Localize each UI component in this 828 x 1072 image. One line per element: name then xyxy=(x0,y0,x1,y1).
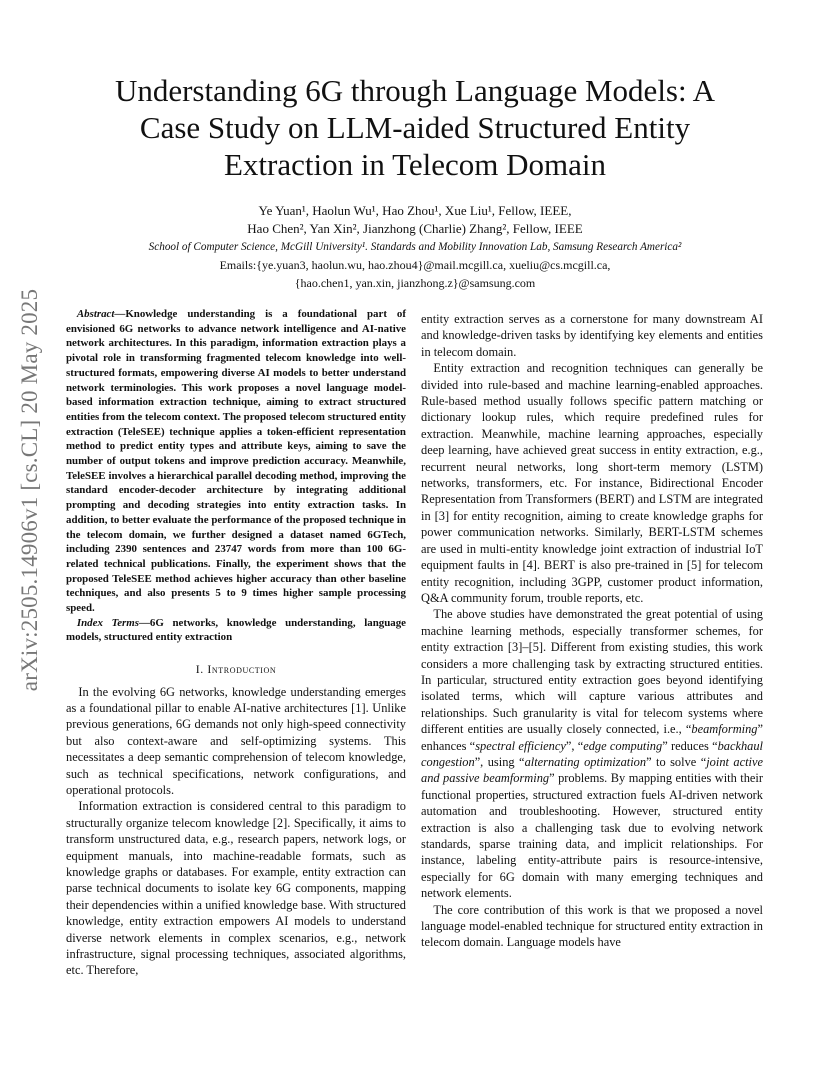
paragraph-text: The above studies have demonstrated the great potential of using machine learning methods, especially transformer schemes, for entity extraction [3]–[5]. Different from existing studies, this work considers a more challenging task by extracting structured entities. In particular, structured entity extraction goes beyond identifying isolated terms, which will capture various attributes and relationships. Such granularity is vital for telecom systems where different entities are usually closely connected, i.e., “ xyxy=(421,607,763,737)
arxiv-stamp-text: arXiv:2505.14906v1 [cs.CL] 20 May 2025 xyxy=(17,288,42,692)
authors-line-2: Hao Chen², Yan Xin², Jianzhong (Charlie) Zhang², Fellow, IEEE xyxy=(247,221,583,236)
right-column xyxy=(421,311,763,951)
paragraph: In the evolving 6G networks, knowledge understanding emerges as a foundational pillar to enable AI-native architectures [1]. Unlike previous generations, 6G demands not only high-speed connectivity but also context-aware and self-optimizing systems. This necessitates a deep semantic comprehension of telecom knowledge, such as technical specifications, network configurations, and operational protocols. xyxy=(66,684,406,798)
left-column xyxy=(66,307,406,979)
paragraph: Information extraction is considered central to this paradigm to structurally organize telecom knowledge [2]. Specifically, it aims to transform unstructured data, e.g., research papers, network logs, or equipment manuals, into machine-readable formats, such as knowledge graphs or databases. For example, entity extraction can parse technical documents to isolate key 6G components, mapping their dependencies within a unified knowledge base. With structured knowledge, entity extraction empowers AI models to understand diverse network elements in complex scenarios, e.g., network infrastructure, signal processing techniques, associated algorithms, etc. Therefore, xyxy=(66,799,406,978)
emphasis: beamforming xyxy=(691,722,758,737)
title-line: Understanding 6G through Language Models: A xyxy=(114,73,716,108)
index-terms-text: —6G networks, knowledge understanding, language models, structured entity extraction xyxy=(66,616,406,644)
paragraph-text: ”, “ xyxy=(565,738,584,753)
paragraph xyxy=(421,606,763,901)
emphasis: joint active and passive beamforming xyxy=(421,754,763,786)
affiliation: School of Computer Science, McGill University¹. Standards and Mobility Innovation Lab, Samsung Research America² xyxy=(148,241,682,253)
authors-line-1: Ye Yuan¹, Haolun Wu¹, Hao Zhou¹, Xue Liu¹, Fellow, IEEE, xyxy=(258,203,572,218)
emphasis: edge computing xyxy=(583,738,663,753)
index-terms-label: Index Terms xyxy=(76,616,139,629)
abstract-label: Abstract xyxy=(76,308,115,320)
title-line: Extraction in Telecom Domain xyxy=(223,147,607,182)
abstract-text: —Knowledge understanding is a foundational part of envisioned 6G networks to advance network intelligence and AI-native network architectures. In this paradigm, information extraction plays a pivotal role in transforming fragmented telecom knowledge into well-structured formats, empowering diverse AI models to better understand network terminologies. This work proposes a novel language model-based information extraction technique, aiming to extract structured entities from the telecom context. The proposed telecom structured entity extraction (TeleSEE) technique applies a token-efficient representation method to predict entity types and attribute keys, aiming to save the number of output tokens and improve prediction accuracy. Meanwhile, TeleSEE involves a hierarchical parallel decoding method, improving the standard encoder-decoder architecture by integrating additional prompting and decoding strategies into entity extraction tasks. In addition, to better evaluate the performance of the proposed technique in the telecom domain, we further designed a dataset named 6GTech, including 2390 sentences and 23747 words from more than 100 6G-related technical publications. Finally, the experiment shows that the proposed TeleSEE method achieves higher accuracy than other baseline techniques, and also presents 5 to 9 times higher sample processing speed. xyxy=(66,308,406,615)
emphasis: backhaul congestion xyxy=(421,738,763,769)
emails-line-2: {hao.chen1, yan.xin, jianzhong.z}@samsung.com xyxy=(294,276,536,290)
title-line: Case Study on LLM-aided Structured Entity xyxy=(139,110,691,145)
paragraph-text: ” problems. By mapping entities with their functional properties, structured extraction fuels AI-driven network automation and troubleshooting. However, structured entity extraction is also a challenging task due to evolving network standards, sparse training data, and implicit relationships. For instance, labeling entity-attribute pairs is resource-intensive, especially for 6G domain with many emerging techniques and network elements. xyxy=(421,771,763,901)
paragraph-text: ”, using “ xyxy=(474,754,525,769)
paragraph-text: ” enhances “ xyxy=(421,722,763,753)
paragraph: entity extraction serves as a cornerstone for many downstream AI and knowledge-driven tasks by identifying key elements and entities in telecom domain. xyxy=(421,312,763,359)
paragraph: The core contribution of this work is that we proposed a novel language model-enabled technique for structured entity extraction in telecom domain. Language models have xyxy=(421,902,763,950)
paragraph-text: ” to solve “ xyxy=(646,754,707,769)
emails-line-1: Emails:{ye.yuan3, haolun.wu, hao.zhou4}@mail.mcgill.ca, xueliu@cs.mcgill.ca, xyxy=(219,258,611,272)
emphasis: spectral efficiency xyxy=(475,738,566,753)
section-heading-introduction: I. Introduction xyxy=(195,662,277,677)
author-block xyxy=(70,202,760,292)
abstract xyxy=(66,307,406,616)
paragraph-text: ” reduces “ xyxy=(662,738,718,753)
arxiv-stamp xyxy=(10,288,50,692)
emphasis: alternating optimization xyxy=(524,754,647,769)
paragraph: Entity extraction and recognition techniques can generally be divided into rule-based and machine learning-enabled approaches. Rule-based method usually follows specific pattern matching or dictionary lookup rules, which require predefined rules for extraction. Meanwhile, machine learning approaches, especially deep learning, have achieved great success in entity extraction, e.g., recurrent neural networks, long short-term memory (LSTM) networks, transformers, etc. For instance, Bidirectional Encoder Representation from Transformers (BERT) and LSTM are integrated in [3] for entity recognition, aiming to create knowledge graphs for power communication networks. Similarly, BERT-LSTM schemes are used in multi-entity knowledge joint extraction of industrial IoT equipment faults in [4]. BERT is also pre-trained in [5] for telecom entity recognition, including 3GPP, customer product information, Q&A community forum, trouble reports, etc. xyxy=(421,361,763,605)
paper-title xyxy=(70,72,760,183)
index-terms xyxy=(66,616,406,645)
